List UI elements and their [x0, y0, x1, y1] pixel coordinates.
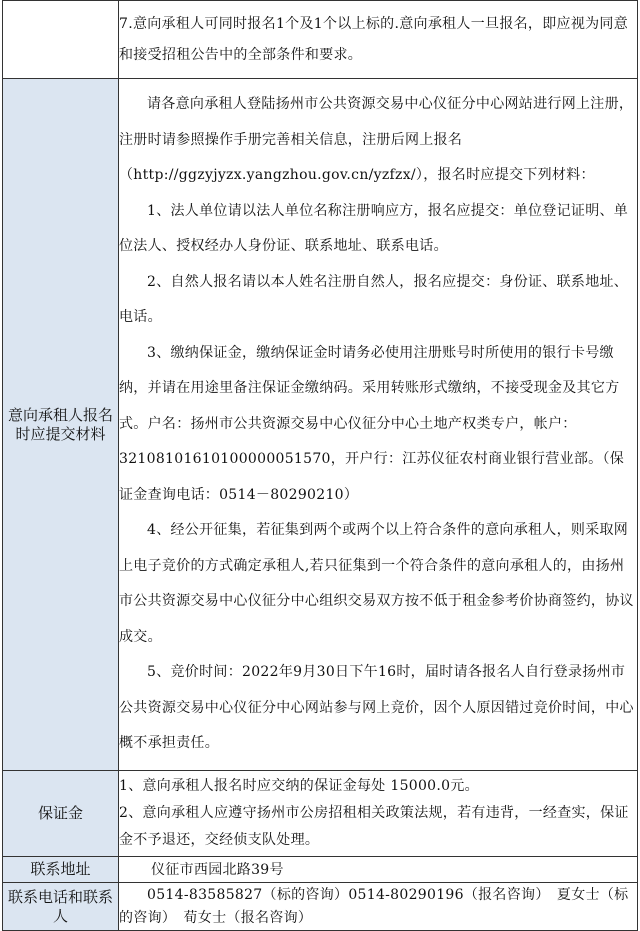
materials-paragraph-1: 1、法人单位请以法人单位名称注册响应方，报名应提交：单位登记证明、单位法人、授权经办人身份证、联系地址、联系电话。: [119, 202, 629, 255]
deposit-content: [119, 771, 638, 857]
address-value: 仪征市西园北路39号: [119, 857, 638, 883]
contact-value: 0514-83585827（标的咨询）0514-80290196（报名咨询） 夏女士（标的咨询） 荀女士（报名咨询）: [119, 883, 638, 931]
table-row-contact: [3, 883, 638, 931]
label-cell-empty: [3, 1, 119, 79]
address-label: 联系地址: [3, 857, 119, 883]
table-row-address: [3, 857, 638, 883]
table-row-deposit: [3, 771, 638, 857]
materials-paragraph-2: 2、自然人报名请以本人姓名注册自然人，报名应提交：身份证、联系地址、电话。: [119, 273, 629, 326]
contact-label: 联系电话和联系人: [3, 883, 119, 931]
deposit-line-2: 2、意向承租人应遵守扬州市公房招租相关政策法规，若有违背，一经查实，保证金不予退还，交经侦支队处理。: [119, 805, 629, 848]
continuation-text: 7.意向承租人可同时报名1个及1个以上标的.意向承租人一旦报名，即应视为同意和接受招租公告中的全部条件和要求。: [119, 1, 638, 79]
deposit-line-1: 1、意向承租人报名时应交纳的保证金每处 15000.0元。: [119, 778, 479, 794]
materials-paragraph-3: 3、缴纳保证金，缴纳保证金时请务必使用注册账号时所使用的银行卡号缴纳，并请在用途里备注保证金缴纳码。采用转账形式缴纳，不接受现金及其它方式。户名：扬州市公共资源交易中心仪征分中心土地产权类专户，帐户：32108101610100000051570，开户行：江苏仪征农村商业银行营业部。（保证金查询电话：0514－80290210）: [119, 344, 625, 503]
announcement-table: [2, 0, 638, 931]
materials-paragraph-intro: 请各意向承租人登陆扬州市公共资源交易中心仪征分中心网站进行网上注册，注册时请参照操作手册完善相关信息，注册后网上报名（http://ggzyjyzx.yangzhou.gov.cn/yzfzx/），报名时应提交下列材料：: [119, 96, 634, 184]
materials-label: 意向承租人报名时应提交材料: [3, 79, 119, 771]
table-row-continuation: [3, 1, 638, 79]
materials-content: [119, 79, 638, 771]
materials-paragraph-5: 5、竞价时间：2022年9月30日下午16时，届时请各报名人自行登录扬州市公共资源交易中心仪征分中心网站参与网上竞价，因个人原因错过竞价时间，中心概不承担责任。: [119, 664, 634, 752]
materials-paragraph-4: 4、经公开征集，若征集到两个或两个以上符合条件的意向承租人，则采取网上电子竞价的方式确定承租人,若只征集到一个符合条件的意向承租人的，由扬州市公共资源交易中心仪征分中心组织交易双方按不低于租金参考价协商签约，协议成交。: [119, 522, 634, 645]
table-row-materials: [3, 79, 638, 771]
deposit-label: 保证金: [3, 771, 119, 857]
